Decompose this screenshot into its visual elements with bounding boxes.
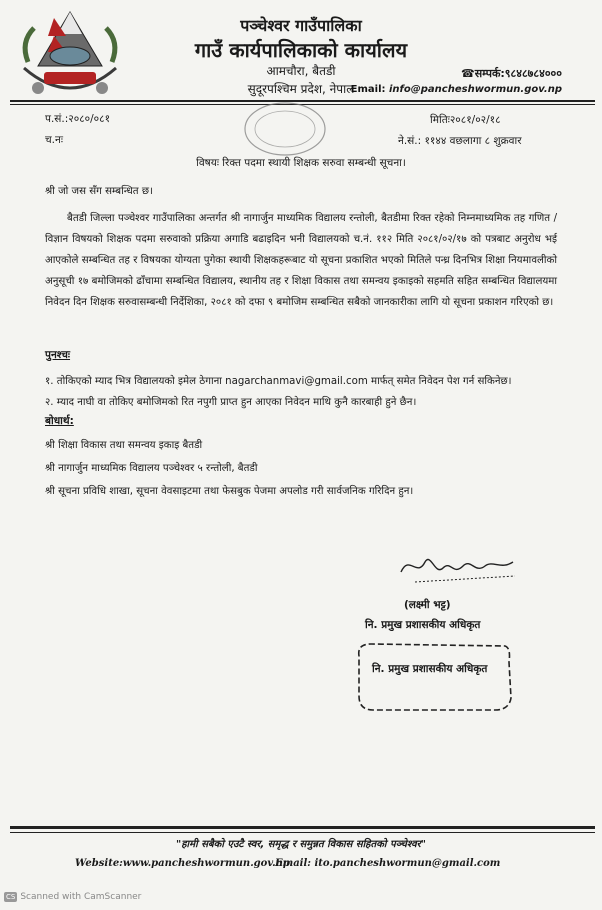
postscript-item: २. म्याद नाघी वा तोकिए बमोजिमको रित नपुगी प्राप्त हुन आएका निवेदन माथि कुनै कारबाही हुने छैन।: [45, 397, 417, 408]
cc-item: श्री सूचना प्रविधि शाखा, सूचना वेवसाइटमा तथा फेसबुक पेजमा अपलोड गरी सार्वजनिक गरिदिन हुन।: [45, 486, 414, 497]
letter-subject: विषयः रिक्त पदमा स्थायी शिक्षक सरुवा सम्बन्धी सूचना।: [196, 157, 406, 169]
signatory-name: (लक्ष्मी भट्ट): [404, 599, 451, 611]
office-address: आमचौरा, बैतडी: [266, 64, 336, 78]
handwritten-signature: [395, 548, 520, 590]
notice-body: बैतडी जिल्ला पञ्चेश्वर गाउँपालिका अन्तर्गत श्री नागार्जुन माध्यमिक विद्यालय रन्तोली, बैतडीमा रिक्त रहेको निम्नमाध्यमिक तह गणित / विज्ञान विषयको शिक्षक पदमा सरुवाको प्रक्रिया अगाडि बढाइदिन भनी विद्यालयको च.नं. ११२ मिति २०८१/०२/१७ को पत्रबाट अनुरोध भई आएकोले सम्बन्धित तह र विषयका योग्यता पुगेका स्थायी शिक्षकहरूबाट यो सूचना प्रकाशित भएको मितिले पन्ध्र दिनभित्र शिक्षा नियमावलीको अनुसूची १७ बमोजिमको ढाँचामा सम्बन्धित विद्यालय, स्थानीय तह र शिक्षा विकास तथा समन्वय इकाइको सहमति सहित सम्बन्धित विद्यालयमा निवेदन दिन शिक्षक सरुवासम्बन्धी निर्देशिका, २०८१ को दफा ९ बमोजिम सम्बन्धित सबैको जानकारीका लागि यो सूचना प्रकाशन गरिएको छ।: [45, 213, 557, 308]
header-email: [351, 84, 562, 95]
letter-date: मितिः२०८१/०२/१८: [430, 114, 501, 126]
footer-divider-thin: [10, 832, 595, 833]
cc-item: श्री नागार्जुन माध्यमिक विद्यालय पञ्चेश्वर ५ रन्तोली, बैतडी: [45, 463, 258, 474]
dispatch-number: च.नः: [45, 134, 63, 146]
postscript-item: १. तोकिएको म्याद भित्र विद्यालयको इमेल ठेगाना nagarchanmavi@gmail.com मार्फत् समेत निवेदन पेश गर्न सकिनेछ।: [45, 376, 512, 387]
email-label: Email:: [350, 84, 386, 95]
stamp-text: नि. प्रमुख प्रशासकीय अधिकृत: [372, 663, 488, 675]
cc-heading: बोधार्थ:: [45, 415, 74, 427]
signatory-title: नि. प्रमुख प्रशासकीय अधिकृत: [365, 619, 481, 631]
nepal-sambat-date: ने.सं.: ११४४ वछलागा ८ शुक्रवार: [398, 135, 522, 147]
footer-website: Website:www.pancheshwormun.gov.np: [75, 858, 290, 869]
office-name: गाउँ कार्यपालिकाको कार्यालय: [194, 38, 408, 62]
municipality-name: पञ्चेश्वर गाउँपालिका: [240, 16, 362, 35]
email-value: info@pancheshwormun.gov.np: [389, 84, 562, 95]
scanner-text: Scanned with CamScanner: [20, 892, 142, 902]
camscanner-badge: CS: [6, 893, 16, 901]
postscript-heading: पुनश्चः: [45, 349, 71, 361]
footer-email: Email: ito.pancheshwormun@gmail.com: [275, 858, 501, 869]
phone-number: ☎सम्पर्क:९८४८७८४०००: [461, 67, 562, 80]
reference-number: प.सं.:२०८०/०८१: [45, 113, 111, 125]
scanner-watermark: [4, 892, 141, 902]
cc-item: श्री शिक्षा विकास तथा समन्वय इकाइ बैतडी: [45, 440, 203, 451]
footer-motto: "हामी सबैको एउटै स्वर, समृद्ध र समुन्नत विकास सहितको पञ्चेश्वर": [176, 839, 426, 850]
salutation: श्री जो जस सँग सम्बन्धित छ।: [45, 186, 153, 197]
province-address: सुदूरपश्चिम प्रदेश, नेपाल: [247, 82, 355, 96]
footer-divider: [10, 826, 595, 829]
office-seal-stamp: [242, 100, 328, 158]
designation-stamp: [355, 640, 513, 714]
